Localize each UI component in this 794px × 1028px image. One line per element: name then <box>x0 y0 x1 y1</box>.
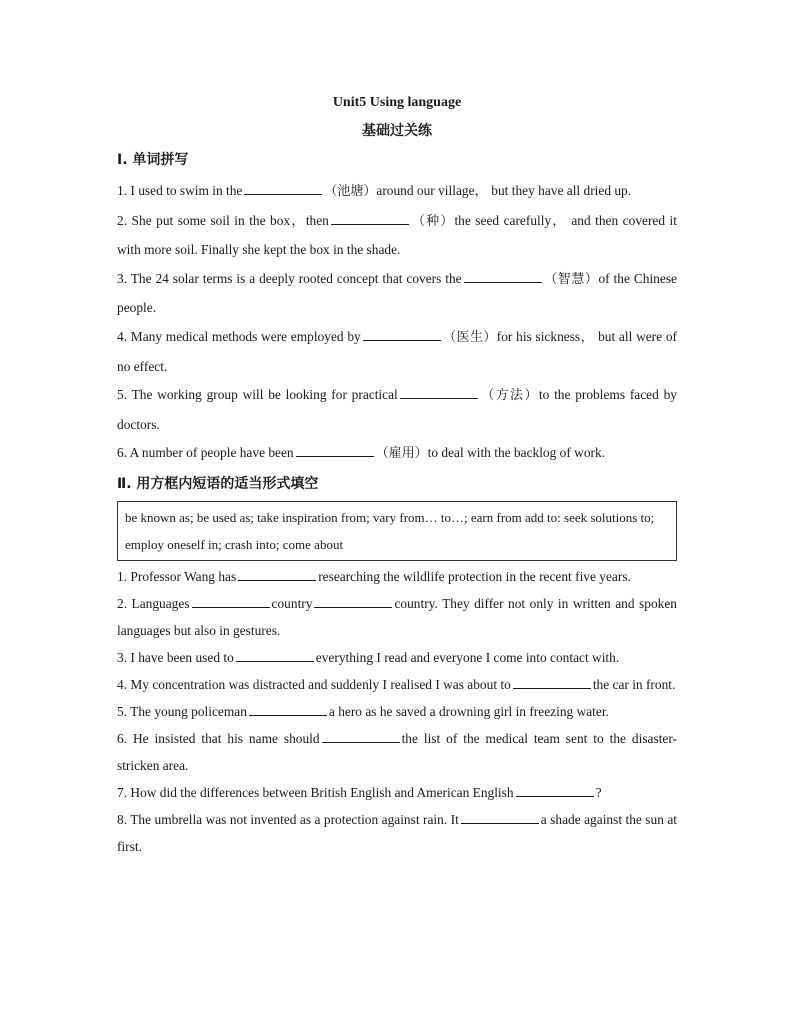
worksheet-content <box>117 93 677 860</box>
spelling-item <box>117 265 677 323</box>
item-number: 8. <box>117 811 128 827</box>
answer-blank[interactable] <box>314 595 392 608</box>
item-number: 2. <box>117 595 128 611</box>
answer-blank[interactable] <box>244 182 322 195</box>
item-number: 6. <box>117 730 128 746</box>
phrase-item <box>117 644 677 671</box>
spelling-item <box>117 439 677 469</box>
item-text: the seed carefully， and then covered it with more soil. Finally she kept the box in the shade. <box>117 212 677 258</box>
item-text: to the problems faced by doctors. <box>117 387 677 432</box>
item-text: everything I read and everyone I come into contact with. <box>315 649 620 665</box>
answer-blank[interactable] <box>322 730 400 743</box>
spelling-item <box>117 207 677 265</box>
answer-blank[interactable] <box>363 328 441 341</box>
item-number: 6. <box>117 445 128 461</box>
section-heading-spelling: Ⅰ. 单词拼写 <box>117 152 189 168</box>
phrase-item <box>117 671 677 698</box>
item-text: Languages <box>131 595 190 611</box>
phrase-item <box>117 563 677 590</box>
item-text: The young policeman <box>130 703 247 719</box>
item-text: around our village， but they have all dried up. <box>376 183 632 198</box>
item-number: 5. <box>117 703 128 719</box>
answer-blank[interactable] <box>236 649 314 662</box>
phrase-item <box>117 590 677 644</box>
phrase-box: be known as; be used as; take inspiration from; vary from… to…; earn from add to: seek solutions to; employ oneself in; crash into; come about <box>117 501 677 561</box>
item-text: A number of people have been <box>129 445 294 461</box>
item-text: the list of the medical team sent to the disaster-stricken area. <box>117 730 678 773</box>
chinese-hint: （池塘） <box>324 184 377 199</box>
item-number: 5. <box>117 387 128 403</box>
item-number: 7. <box>117 784 128 800</box>
item-number: 4. <box>117 676 128 692</box>
item-number: 1. <box>117 183 128 198</box>
item-text: I used to swim in the <box>130 183 243 198</box>
item-text: My concentration was distracted and suddenly I realised I was about to <box>130 676 511 692</box>
answer-blank[interactable] <box>516 784 594 797</box>
item-text: the car in front. <box>592 676 676 692</box>
item-number: 2. <box>117 212 128 228</box>
item-text: a shade against the sun at first. <box>117 811 677 854</box>
item-number: 1. <box>117 568 128 584</box>
page-subtitle: 基础过关练 <box>362 123 432 139</box>
spelling-item <box>117 177 677 207</box>
item-text: country <box>271 595 313 611</box>
item-text: a hero as he saved a drowning girl in freezing water. <box>328 703 609 719</box>
chinese-hint: （医生） <box>442 329 497 345</box>
chinese-hint: （种） <box>410 213 455 229</box>
item-text: The working group will be looking for practical <box>131 387 398 403</box>
item-number: 3. <box>117 270 128 286</box>
item-text: Professor Wang has <box>130 568 237 584</box>
answer-blank[interactable] <box>249 703 327 716</box>
item-text: ? <box>595 784 602 800</box>
phrase-item <box>117 779 677 806</box>
chinese-hint: （智慧） <box>543 271 599 287</box>
item-text: researching the wildlife protection in the recent five years. <box>318 568 631 584</box>
item-text: The 24 solar terms is a deeply rooted concept that covers the <box>130 270 462 286</box>
page-title: Unit5 Using language <box>332 95 462 110</box>
phrase-item <box>117 725 677 779</box>
spelling-item <box>117 323 677 381</box>
answer-blank[interactable] <box>400 386 478 399</box>
chinese-hint: （方法） <box>479 388 539 404</box>
answer-blank[interactable] <box>331 212 409 225</box>
item-number: 4. <box>117 328 128 344</box>
item-number: 3. <box>117 649 128 665</box>
answer-blank[interactable] <box>464 270 542 283</box>
answer-blank[interactable] <box>513 676 591 689</box>
item-text: I have been used to <box>130 649 234 665</box>
item-text: The umbrella was not invented as a protection against rain. It <box>130 811 459 827</box>
item-text: to deal with the backlog of work. <box>427 445 606 461</box>
phrase-item <box>117 698 677 725</box>
phrase-item <box>117 806 677 860</box>
spelling-item <box>117 381 677 439</box>
item-text: for his sickness， but all were of no effect. <box>117 328 677 374</box>
answer-blank[interactable] <box>296 444 374 457</box>
item-text: Many medical methods were employed by <box>130 328 361 344</box>
item-text: of the Chinese people. <box>117 270 677 316</box>
answer-blank[interactable] <box>192 595 270 608</box>
section-heading-phrases: Ⅱ. 用方框内短语的适当形式填空 <box>117 475 319 492</box>
answer-blank[interactable] <box>238 568 316 581</box>
item-text: How did the differences between British English and American English <box>130 784 514 800</box>
item-text: He insisted that his name should <box>132 730 320 746</box>
answer-blank[interactable] <box>461 811 539 824</box>
item-text: country. They differ not only in written and spoken languages but also in gestures. <box>117 595 677 638</box>
item-text: She put some soil in the box，then <box>131 212 329 228</box>
chinese-hint: （雇用） <box>375 446 428 462</box>
